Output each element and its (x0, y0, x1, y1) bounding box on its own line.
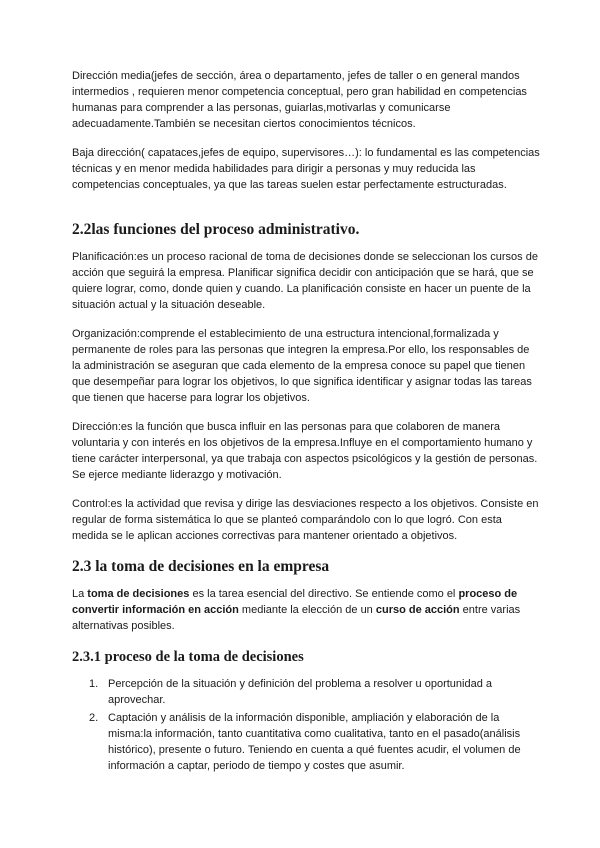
paragraph-toma-decisiones-intro (72, 586, 540, 634)
intro-text-4: entre varias alternativas posibles. (72, 604, 521, 632)
subsection-heading-proceso: 2.3.1 proceso de la toma de decisiones (72, 649, 304, 665)
paragraph-baja-direccion: Baja dirección( capataces,jefes de equipo, supervisores…): lo fundamental es las competencias técnicas y en menor medida habilidades para dirigir a personas y muy reducida las competencias conceptuales, ya que las tareas suelen estar perfectamente estructuradas. (72, 147, 540, 191)
paragraph-direccion-media: Dirección media(jefes de sección, área o departamento, jefes de taller o en general mandos intermedios , requieren menor competencia conceptual, pero gran habilidad en competencias humanas para comprender a las personas, guiarlas,motivarlas y comunicarse adecuadamente.También se necesitan ciertos conocimientos técnicos. (72, 70, 527, 130)
paragraph-planificacion: Planificación:es un proceso racional de toma de decisiones donde se seleccionan los cursos de acción que seguirá la empresa. Planificar significa decidir con anticipación que se hará, que se quiere lograr, como, donde quien y cuando. La planificación consiste en hacer un puente de la situación actual y la situación deseable. (72, 251, 538, 311)
list-item-text: Captación y análisis de la información disponible, ampliación y elaboración de la misma:la información, tanto cuantitativa como cualitativa, tanto en el pasado(análisis histórico), presente o futuro. Teniendo en cuenta a qué fuentes acudir, el volumen de información a captar, periodo de tiempo y costes que asumir. (108, 712, 521, 772)
intro-text-1: La (72, 588, 88, 600)
section-heading-toma-decisiones: 2.3 la toma de decisiones en la empresa (72, 558, 330, 575)
intro-bold-3: curso de acción (375, 604, 460, 616)
list-item (72, 710, 540, 774)
paragraph-organizacion: Organización:comprende el establecimiento de una estructura intencional,formalizada y permanente de roles para las personas que integren la empresa.Por ello, los responsables de la administración se aseguran que cada elemento de la empresa conoce su papel que tienen que desempeñar para lograr los objetivos, lo que significa identificar y asignar todas las tareas que tienen que hacerse para lograr los objetivos. (72, 328, 532, 404)
intro-bold-1: toma de decisiones (87, 588, 190, 600)
paragraph-control: Control:es la actividad que revisa y dirige las desviaciones respecto a los objetivos. Consiste en regular de forma sistemática lo que se planteó comparándolo con lo que logró. Con esta medida se le aplican acciones correctivas para mantener orientado a objetivos. (72, 498, 539, 542)
intro-bold-2: proceso de convertir información en acción (72, 588, 518, 616)
process-steps-list (72, 676, 540, 774)
paragraph-direccion: Dirección:es la función que busca influir en las personas para que colaboren de manera voluntaria y con interés en los objetivos de la empresa.Influye en el comportamiento humano y tiene carácter interpersonal, ya que trabaja con aspectos psicológicos y la gestión de personas. Se ejerce mediante liderazgo y motivación. (72, 421, 538, 481)
list-item-number: 1. (89, 678, 99, 690)
list-item (72, 676, 540, 708)
intro-text-3: mediante la elección de un (238, 604, 376, 616)
list-item-number: 2. (89, 712, 99, 724)
section-heading-funciones: 2.2las funciones del proceso administrativo. (72, 221, 360, 238)
intro-text-2: es la tarea esencial del directivo. Se entiende como el (189, 588, 459, 600)
list-item-text: Percepción de la situación y definición del problema a resolver u oportunidad a aprovechar. (108, 678, 493, 706)
